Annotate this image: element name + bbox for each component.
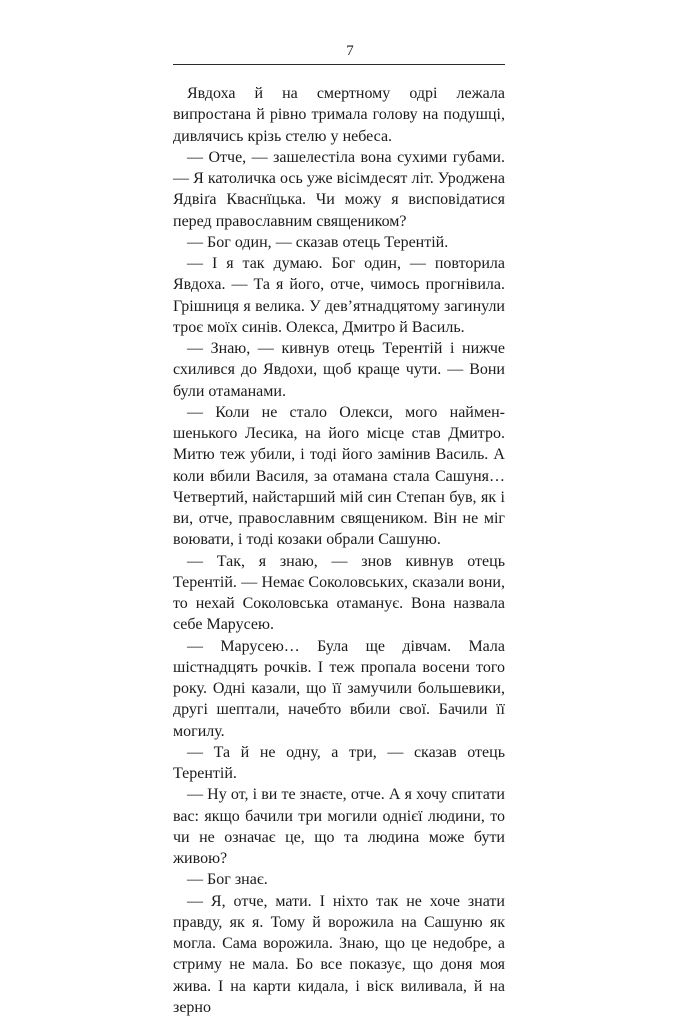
paragraph: Явдоха й на смертному одрі лежала випростана й рівно тримала голову на подушці, дивлячись крізь стелю у небеса.	[173, 83, 505, 147]
body-text	[173, 83, 505, 1018]
paragraph: — Я, отче, мати. І ніхто так не хоче знати правду, як я. Тому й ворожила на Сашуню як могла. Сама ворожила. Знаю, що це недобре, а стриму не мала. Бо все показує, що доня моя жива. І на карти кидала, і віск виливала, й на зерно	[173, 891, 505, 1018]
paragraph: — Бог знає.	[173, 869, 505, 890]
paragraph: — Коли не стало Олекси, мого найменшенького Лесика, на його місце став Дмитро. Митю теж убили, і тоді його замінив Василь. А коли вбили Василя, за отамана стала Сашуня… Четвертий, найстарший мій син Степан був, як і ви, отче, православним священиком. Він не міг воювати, і тоді козаки обрали Сашуню.	[173, 402, 505, 551]
paragraph: — Так, я знаю, — знов кивнув отець Терентій. — Немає Соколовських, сказали вони, то нехай Соколовська отаманує. Вона назвала себе Марусею.	[173, 551, 505, 636]
paragraph: — Отче, — зашелестіла вона сухими губами. — Я католичка ось уже вісімдесят літ. Уроджена Ядвіґа Кваснїцька. Чи можу я висповідатися перед православним священиком?	[173, 147, 505, 232]
header-rule	[173, 64, 505, 65]
paragraph: — Та й не одну, а три, — сказав отець Терентій.	[173, 742, 505, 785]
paragraph: — Ну от, і ви те знаєте, отче. А я хочу спитати вас: якщо бачили три могили однієї людини, то чи не означає це, що та людина може бути живою?	[173, 784, 505, 869]
paragraph: — Знаю, — кивнув отець Терентій і нижче схилився до Явдохи, щоб краще чути. — Вони були отаманами.	[173, 338, 505, 402]
paragraph: — І я так думаю. Бог один, — повторила Явдоха. — Та я його, отче, чимось прогнівила. Грішниця я велика. У дев’ятнадцятому загинули троє моїх синів. Олекса, Дмитро й Василь.	[173, 253, 505, 338]
paragraph: — Бог один, — сказав отець Терентій.	[173, 232, 505, 253]
page-number: 7	[0, 42, 700, 60]
paragraph: — Марусею… Була ще дівчам. Мала шістнадцять рочків. І теж пропала восени того року. Одні казали, що її замучили большевики, другі шептали, начебто вбили свої. Бачили її могилу.	[173, 636, 505, 742]
